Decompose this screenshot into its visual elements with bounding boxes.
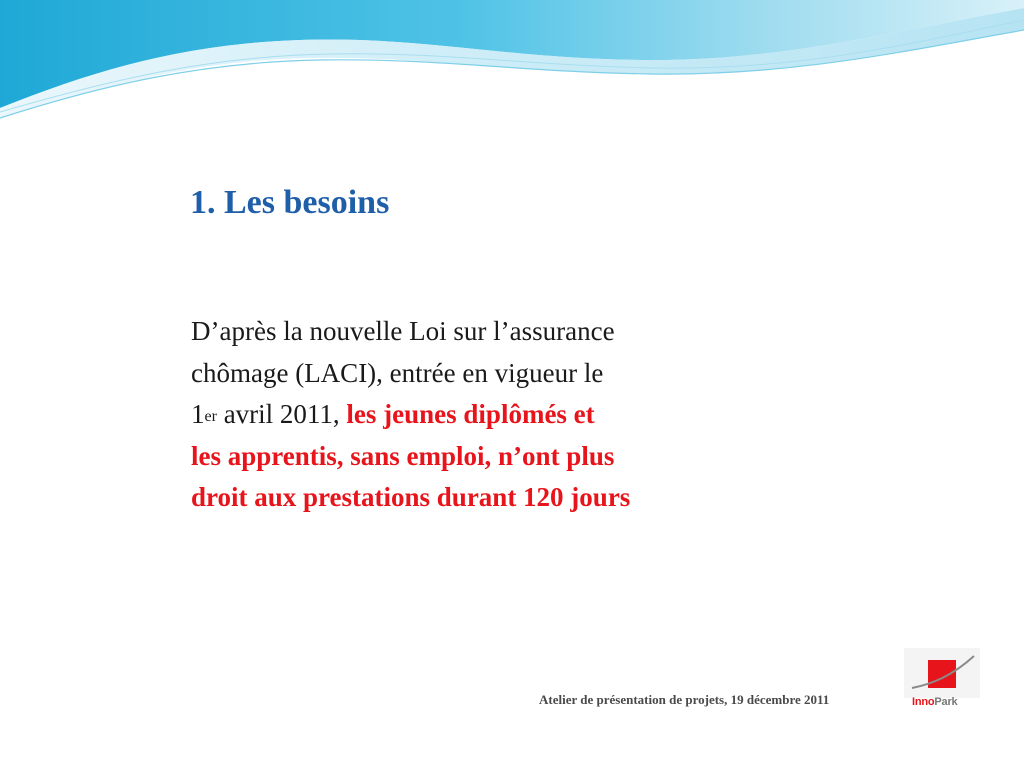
date-day: 1 xyxy=(191,399,205,429)
slide-title: 1. Les besoins xyxy=(190,184,390,221)
highlight-text-1: les jeunes diplômés et xyxy=(346,399,595,429)
ordinal-superscript: er xyxy=(204,408,217,425)
body-paragraph xyxy=(191,311,791,519)
footer-caption: Atelier de présentation de projets, 19 décembre 2011 xyxy=(539,692,830,707)
body-line-3 xyxy=(191,394,791,436)
body-line-2: chômage (LACI), entrée en vigueur le xyxy=(191,357,604,388)
header-wave-decoration xyxy=(0,0,1024,140)
highlight-text-3: droit aux prestations durant 120 jours xyxy=(191,482,631,512)
innopark-logo-icon xyxy=(904,648,980,698)
innopark-logo-text: InnoPark xyxy=(912,696,958,708)
body-line-3-text: avril 2011, xyxy=(216,399,347,429)
body-line-1: D’après la nouvelle Loi sur l’assurance xyxy=(191,316,615,346)
innopark-logo xyxy=(904,648,980,716)
highlight-text-2: les apprentis, sans emploi, n’ont plus xyxy=(191,440,615,471)
